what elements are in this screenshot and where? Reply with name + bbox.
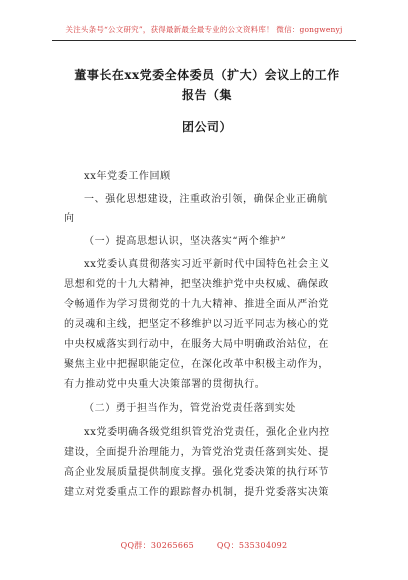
body-line: 的灵魂和主线，把坚定不移维护以习近平同志为核心的党 — [64, 319, 329, 330]
header-note: 关注头条号“公文研究”，获得最新最全最专业的公文资料库！ 微信：gongwenyj — [65, 25, 343, 34]
footer-qq: QQ：535304092 — [216, 541, 288, 550]
footer-contact — [0, 540, 408, 551]
body-line: 向 — [64, 213, 75, 224]
document-title-line-1: 董事长在xx党委全体委员（扩大）会议上的工作报告（集 — [74, 68, 340, 102]
body-line: 建设，全面提升治理能力，为管党治党责任落到实处、提 — [64, 447, 329, 458]
body-line: 思想和党的十九大精神，把坚决维护党中央权威、确保政 — [64, 279, 329, 290]
body-line: 建立对党委重点工作的跟踪督办机制，提升党委落实决策 — [64, 487, 329, 498]
document-title-line-2: 团公司） — [181, 120, 232, 134]
body-line: xx党委认真贯彻落实习近平新时代中国特色社会主义 — [84, 259, 330, 270]
body-line: 有力推动党中央重大决策部署的贯彻执行。 — [64, 379, 266, 390]
body-line: xx党委明确各级党组织管党治党责任，强化企业内控 — [84, 427, 330, 438]
body-line: 高企业发展质量提供制度支撑。强化党委决策的执行环节 — [64, 467, 329, 478]
body-line: 聚焦主业中把握职能定位，在深化改革中积极主动作为， — [64, 359, 329, 370]
body-line: （一）提高思想认识，坚决落实“两个维护” — [84, 236, 287, 247]
footer-qq-group: QQ群：30265665 — [120, 541, 195, 550]
header-divider — [52, 40, 356, 41]
body-line: 中央权威落实到行动中，在服务大局中明确政治站位，在 — [64, 339, 329, 350]
body-line: （二）勇于担当作为，管党治党责任落到实处 — [84, 403, 296, 414]
body-line: 一、强化思想建设，注重政治引领，确保企业正确航 — [84, 194, 328, 205]
body-line: xx年党委工作回顾 — [84, 171, 171, 182]
body-line: 令畅通作为学习贯彻党的十九大精神、推进全面从严治党 — [64, 299, 329, 310]
